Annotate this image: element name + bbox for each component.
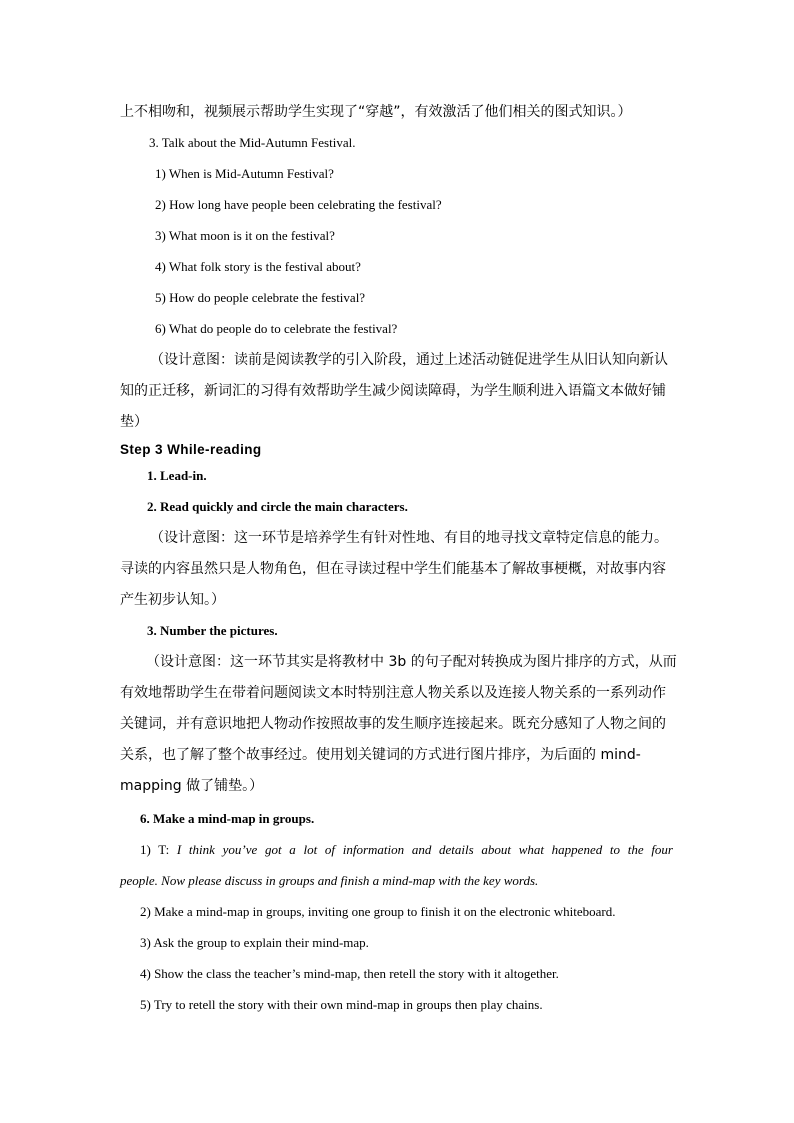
question-item: 3) What moon is it on the festival? bbox=[155, 228, 335, 243]
question-item: 1) When is Mid-Autumn Festival? bbox=[155, 166, 334, 181]
step-item: 5) Try to retell the story with their own mind-map in groups then play chains. bbox=[140, 997, 543, 1012]
activity-heading: 2. Read quickly and circle the main characters. bbox=[147, 499, 408, 514]
step-item: 2) Make a mind-map in groups, inviting one group to finish it on the electronic whiteboard. bbox=[140, 904, 616, 919]
step-item-prefix: 1) T: bbox=[140, 842, 177, 857]
design-intent-note: mapping 做了铺垫。） bbox=[120, 778, 264, 794]
design-intent-note: 知的正迁移，新词汇的习得有效帮助学生减少阅读障碍，为学生顺利进入语篇文本做好铺 bbox=[120, 383, 666, 399]
step-heading: Step 3 While-reading bbox=[120, 442, 262, 457]
design-intent-note: 有效地帮助学生在带着问题阅读文本时特别注意人物关系以及连接人物关系的一系列动作 bbox=[120, 685, 666, 701]
design-intent-note: 寻读的内容虽然只是人物角色，但在寻读过程中学生们能基本了解故事梗概，对故事内容 bbox=[120, 561, 666, 577]
step-item bbox=[120, 841, 673, 859]
activity-heading: 3. Number the pictures. bbox=[147, 623, 278, 638]
teacher-speech: people. Now please discuss in groups and finish a mind-map with the key words. bbox=[120, 873, 539, 888]
question-item: 2) How long have people been celebrating the festival? bbox=[155, 197, 442, 212]
question-item: 5) How do people celebrate the festival? bbox=[155, 290, 366, 305]
step-item: 3) Ask the group to explain their mind-map. bbox=[140, 935, 369, 950]
design-intent-note: （设计意图：读前是阅读教学的引入阶段，通过上述活动链促进学生从旧认知向新认 bbox=[150, 352, 668, 368]
paragraph-line: 上不相吻和，视频展示帮助学生实现了“穿越”，有效激活了他们相关的图式知识。） bbox=[120, 104, 632, 120]
activity-heading: 6. Make a mind-map in groups. bbox=[140, 811, 315, 826]
step-item: 4) Show the class the teacher’s mind-map, then retell the story with it altogether. bbox=[140, 966, 559, 981]
design-intent-note: （设计意图：这一环节其实是将教材中 3b 的句子配对转换成为图片排序的方式，从而 bbox=[146, 654, 677, 670]
teacher-speech: I think you’ve got a lot of information and details about what happened to the four bbox=[176, 842, 673, 857]
question-item: 4) What folk story is the festival about? bbox=[155, 259, 361, 274]
design-intent-note: （设计意图：这一环节是培养学生有针对性地、有目的地寻找文章特定信息的能力。 bbox=[150, 530, 668, 546]
design-intent-note: 垫） bbox=[120, 414, 148, 430]
design-intent-note: 关系，也了解了整个故事经过。使用划关键词的方式进行图片排序，为后面的 mind- bbox=[120, 747, 641, 763]
design-intent-note: 产生初步认知。） bbox=[120, 592, 225, 608]
section-item-heading: 3. Talk about the Mid-Autumn Festival. bbox=[149, 135, 356, 150]
activity-heading: 1. Lead-in. bbox=[147, 468, 207, 483]
question-item: 6) What do people do to celebrate the festival? bbox=[155, 321, 398, 336]
design-intent-note: 关键词，并有意识地把人物动作按照故事的发生顺序连接起来。既充分感知了人物之间的 bbox=[120, 716, 666, 732]
